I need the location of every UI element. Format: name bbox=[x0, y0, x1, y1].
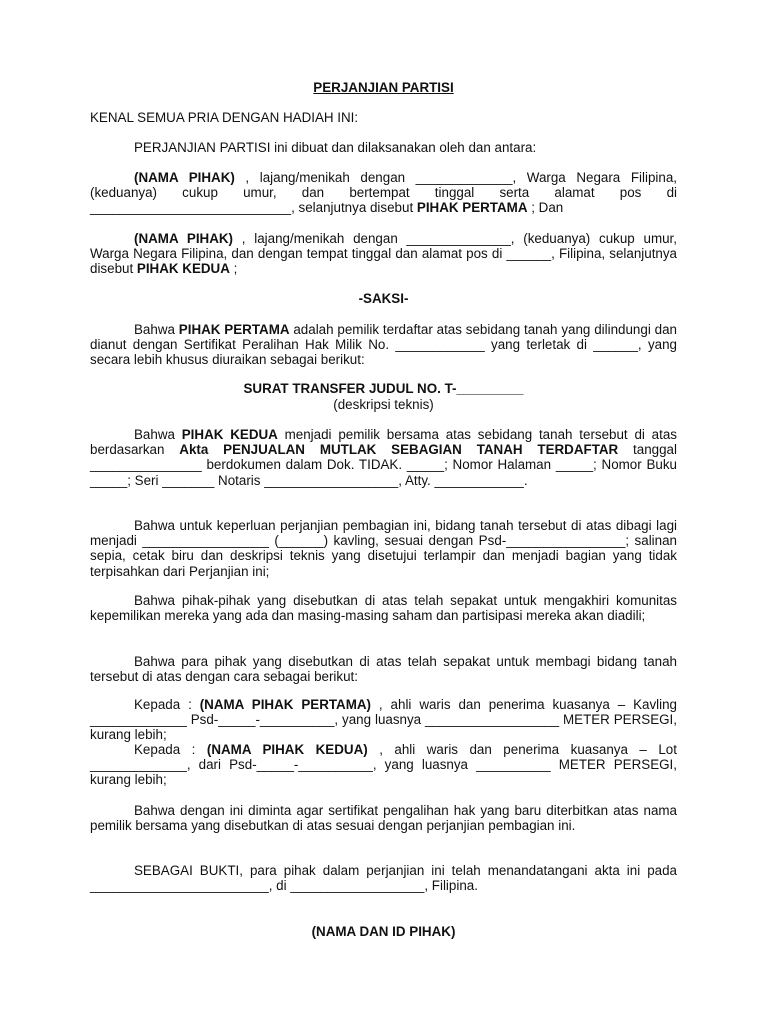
subdivision-paragraph: Bahwa untuk keperluan perjanjian pembagian ini, bidang tanah tersebut di atas dibagi lagi menjadi _________________ (______) kavling, sesuai dengan Psd-________________; salinan sepia, cetak biru dan deskripsi teknis yang disetujui terlampir dan menjadi bagian yang tidak terpisahkan dari Perjanjian ini; bbox=[90, 518, 677, 579]
owner-party: PIHAK PERTAMA bbox=[178, 322, 290, 337]
greeting: KENAL SEMUA PRIA DENGAN HADIAH INI: bbox=[90, 110, 359, 125]
allocation-second-party-name: (NAMA PIHAK KEDUA) bbox=[206, 742, 368, 757]
party-two-name: (NAMA PIHAK) bbox=[134, 231, 234, 246]
owner-paragraph: Bahwa PIHAK PERTAMA adalah pemilik terdaftar atas sebidang tanah yang dilindungi dan dianut dengan Sertifikat Peralihan Hak Milik No. ____________ yang terletak di ______, yang secara lebih khusus diuraikan sebagai berikut: bbox=[90, 322, 677, 368]
signature-heading: (NAMA DAN ID PIHAK) bbox=[311, 924, 456, 939]
document-title: PERJANJIAN PARTISI bbox=[313, 80, 454, 95]
allocation-first-party: Kepada : (NAMA PIHAK PERTAMA) , ahli waris dan penerima kuasanya – Kavling _____________ Psd-_____-__________, yang luasnya __________________ METER PERSEGI, kurang lebih; bbox=[90, 697, 677, 743]
termination-paragraph: Bahwa pihak-pihak yang disebutkan di atas telah sepakat untuk mengakhiri komunitas kepemilikan mereka yang ada dan masing-masing saham dan partisipasi mereka akan diadili; bbox=[90, 593, 677, 624]
coowner-party: PIHAK KEDUA bbox=[181, 427, 278, 442]
allocation-first-party-name: (NAMA PIHAK PERTAMA) bbox=[199, 697, 372, 712]
party-one-paragraph: (NAMA PIHAK) , lajang/menikah dengan _____________, Warga Negara Filipina, (keduanya) cukup umur, dan bertempat tinggal serta alamat pos di ___________________________, selanjutnya disebut PIHAK PERTAMA ; Dan bbox=[90, 170, 677, 216]
transfer-title: SURAT TRANSFER JUDUL NO. T-_________ bbox=[243, 381, 524, 396]
witness-paragraph: SEBAGAI BUKTI, para pihak dalam perjanjian ini telah menandatangani akta ini pada ________________________, di __________________, Filipina. bbox=[90, 863, 677, 894]
party-one-role: PIHAK PERTAMA bbox=[416, 200, 528, 216]
intro-paragraph: PERJANJIAN PARTISI ini dibuat dan dilaksanakan oleh dan antara: bbox=[134, 140, 537, 155]
witness-heading: -SAKSI- bbox=[358, 291, 409, 306]
party-two-paragraph: (NAMA PIHAK) , lajang/menikah dengan ______________, (keduanya) cukup umur, Warga Negara Filipina, dan dengan tempat tinggal dan alamat pos di ______, Filipina, selanjutnya disebut PIHAK KEDUA ; bbox=[90, 231, 677, 277]
deed-name: Akta PENJUALAN MUTLAK SEBAGIAN TANAH TERDAFTAR bbox=[179, 442, 619, 458]
allocation-second-party: Kepada : (NAMA PIHAK KEDUA) , ahli waris dan penerima kuasanya – Lot _____________, dari Psd-_____-__________, yang luasnya __________ METER PERSEGI, kurang lebih; bbox=[90, 742, 677, 788]
transfer-subtitle: (deskripsi teknis) bbox=[333, 397, 434, 412]
party-two-role: PIHAK KEDUA bbox=[136, 261, 230, 277]
certificate-paragraph: Bahwa dengan ini diminta agar sertifikat pengalihan hak yang baru diterbitkan atas nama pemilik bersama yang disebutkan di atas sesuai dengan perjanjian pembagian ini. bbox=[90, 803, 677, 834]
party-one-name: (NAMA PIHAK) bbox=[134, 170, 235, 185]
coowner-paragraph: Bahwa PIHAK KEDUA menjadi pemilik bersama atas sebidang tanah tersebut di atas berdasarkan Akta PENJUALAN MUTLAK SEBAGIAN TANAH TERDAFTAR tanggal _______________ berdokumen dalam Dok. TIDAK. _____; Nomor Halaman _____; Nomor Buku _____; Seri _______ Notaris __________________, Atty. ____________. bbox=[90, 427, 677, 488]
division-paragraph: Bahwa para pihak yang disebutkan di atas telah sepakat untuk membagi bidang tanah tersebut di atas dengan cara sebagai berikut: bbox=[90, 654, 677, 685]
